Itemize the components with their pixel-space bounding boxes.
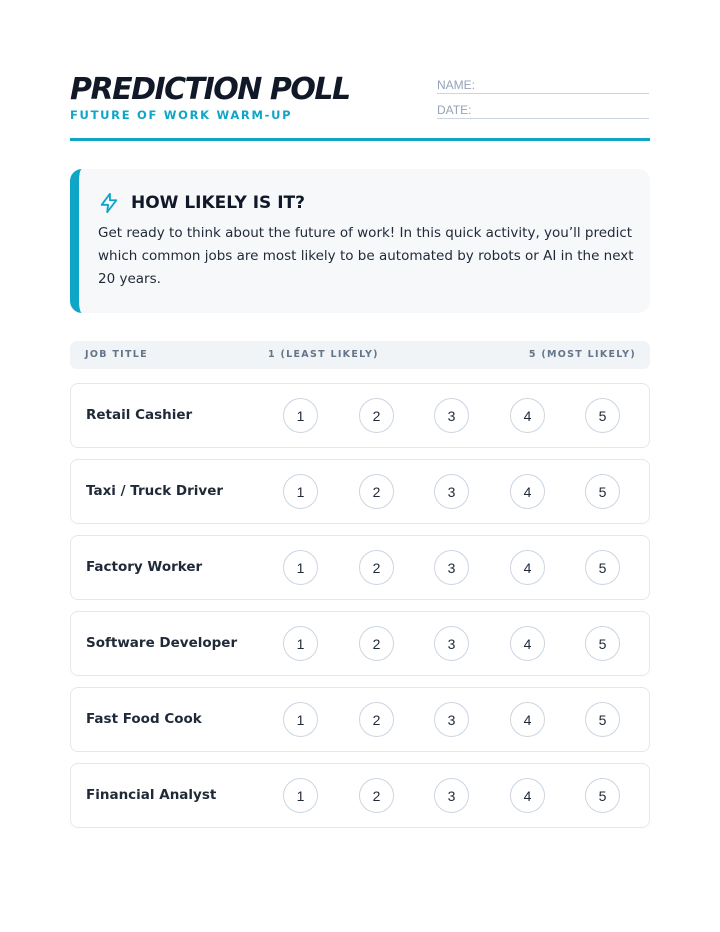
table-row — [70, 611, 650, 676]
header-divider — [70, 138, 650, 141]
table-row — [70, 459, 650, 524]
date-field[interactable] — [437, 97, 649, 119]
rating-option-1[interactable]: 1 — [283, 550, 318, 585]
name-label: NAME: — [437, 78, 476, 92]
rating-option-2[interactable]: 2 — [359, 778, 394, 813]
column-header-job: JOB TITLE — [85, 349, 148, 360]
table-row — [70, 763, 650, 828]
table-row — [70, 535, 650, 600]
page-title: PREDICTION POLL — [70, 72, 350, 107]
rating-option-2[interactable]: 2 — [359, 474, 394, 509]
rating-option-4[interactable]: 4 — [510, 626, 545, 661]
rating-option-2[interactable]: 2 — [359, 702, 394, 737]
rating-option-4[interactable]: 4 — [510, 474, 545, 509]
rating-option-5[interactable]: 5 — [585, 550, 620, 585]
intro-body: Get ready to think about the future of work! In this quick activity, you’ll predict which common jobs are most likely to be automated by robots or AI in the next 20 years. — [98, 225, 634, 287]
rating-option-1[interactable]: 1 — [283, 626, 318, 661]
column-header-least: 1 (LEAST LIKELY) — [268, 349, 379, 360]
rating-option-3[interactable]: 3 — [434, 398, 469, 433]
rating-option-5[interactable]: 5 — [585, 398, 620, 433]
poll-rows — [70, 383, 650, 839]
job-title: Fast Food Cook — [86, 711, 202, 727]
table-row — [70, 383, 650, 448]
rating-option-4[interactable]: 4 — [510, 550, 545, 585]
rating-option-4[interactable]: 4 — [510, 778, 545, 813]
rating-option-4[interactable]: 4 — [510, 398, 545, 433]
table-row — [70, 687, 650, 752]
job-title: Taxi / Truck Driver — [86, 483, 224, 499]
name-field[interactable] — [437, 72, 649, 94]
rating-option-4[interactable]: 4 — [510, 702, 545, 737]
date-label: DATE: — [437, 103, 472, 117]
rating-option-5[interactable]: 5 — [585, 474, 620, 509]
page-header — [70, 70, 650, 142]
rating-option-1[interactable]: 1 — [283, 474, 318, 509]
rating-option-2[interactable]: 2 — [359, 626, 394, 661]
rating-option-3[interactable]: 3 — [434, 778, 469, 813]
rating-option-5[interactable]: 5 — [585, 702, 620, 737]
rating-option-3[interactable]: 3 — [434, 474, 469, 509]
rating-option-5[interactable]: 5 — [585, 778, 620, 813]
job-title: Financial Analyst — [86, 787, 217, 803]
rating-option-1[interactable]: 1 — [283, 702, 318, 737]
rating-option-2[interactable]: 2 — [359, 550, 394, 585]
table-header — [70, 341, 650, 369]
rating-option-3[interactable]: 3 — [434, 702, 469, 737]
intro-callout — [70, 169, 650, 313]
rating-option-1[interactable]: 1 — [283, 778, 318, 813]
rating-option-5[interactable]: 5 — [585, 626, 620, 661]
intro-heading: HOW LIKELY IS IT? — [131, 193, 305, 213]
job-title: Retail Cashier — [86, 407, 193, 423]
rating-option-1[interactable]: 1 — [283, 398, 318, 433]
rating-option-3[interactable]: 3 — [434, 550, 469, 585]
column-header-most: 5 (MOST LIKELY) — [528, 349, 636, 360]
page-subtitle: FUTURE OF WORK WARM-UP — [70, 108, 293, 122]
job-title: Software Developer — [86, 635, 238, 651]
rating-option-2[interactable]: 2 — [359, 398, 394, 433]
rating-option-3[interactable]: 3 — [434, 626, 469, 661]
job-title: Factory Worker — [86, 559, 203, 575]
lightning-bolt-icon — [98, 192, 120, 214]
